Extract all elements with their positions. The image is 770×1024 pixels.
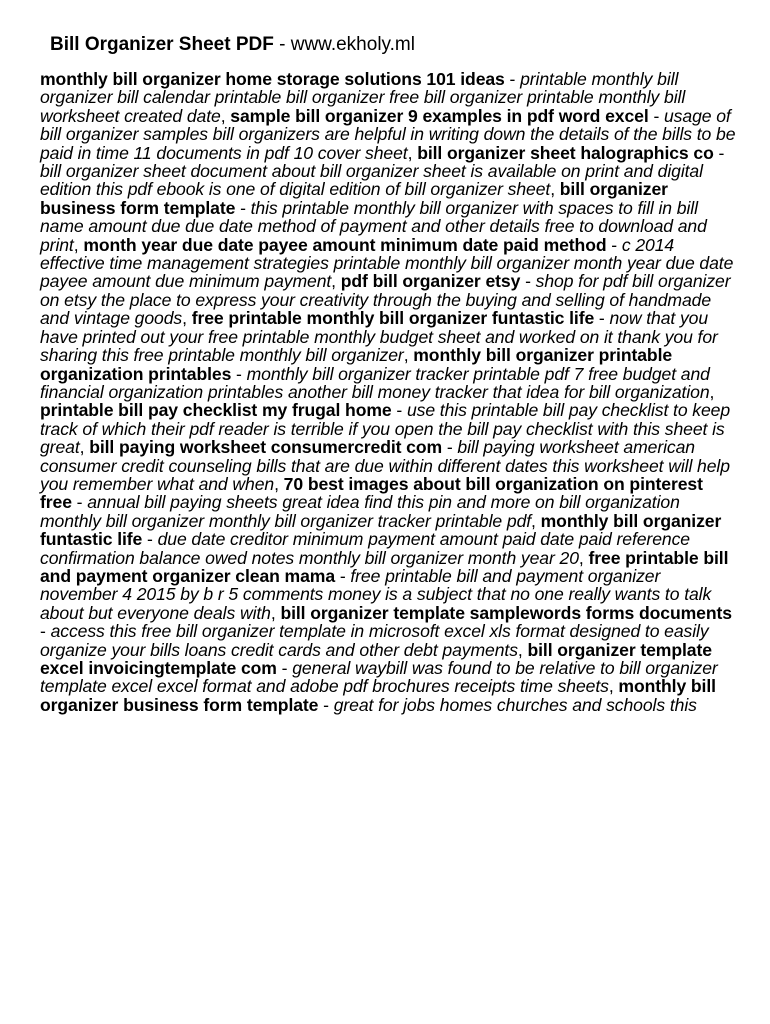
title-separator: - bbox=[273, 34, 291, 55]
entry-title: bill paying worksheet consumercredit com bbox=[89, 437, 443, 458]
entry-description: due date creditor minimum payment amount paid date paid reference confirmation balance owed notes monthly bill organizer month year 20 bbox=[40, 529, 690, 568]
site-url: www.ekholy.ml bbox=[290, 34, 415, 55]
entry-title: monthly bill organizer home storage solutions 101 ideas bbox=[40, 69, 505, 89]
entry-title: sample bill organizer 9 examples in pdf word excel bbox=[230, 105, 649, 126]
entry-title: 70 best images about bill organization on pinterest free bbox=[40, 473, 703, 513]
entry-description: this printable monthly bill organizer with spaces to fill in bill name amount due due date method of payment and other details free to download and print bbox=[40, 197, 707, 255]
entry-title: pdf bill organizer etsy bbox=[340, 271, 521, 292]
entry-title: free printable bill and payment organizer clean mama bbox=[40, 547, 729, 586]
entry-description: bill organizer sheet document about bill organizer sheet is available on print and digital edition this pdf ebook is one of digital edition of bill organizer sheet bbox=[40, 161, 703, 200]
entry-title: bill organizer template samplewords forms documents bbox=[280, 602, 732, 623]
entry-title: monthly bill organizer funtastic life bbox=[40, 510, 722, 550]
entry-title: printable bill pay checklist my frugal home bbox=[40, 400, 392, 421]
entry-title: month year due date payee amount minimum date paid method bbox=[83, 234, 607, 255]
entry-description: monthly bill organizer tracker printable pdf 7 free budget and financial organization printables another bill money tracker that idea for bill organization bbox=[40, 363, 710, 402]
document-title: Bill Organizer Sheet PDF bbox=[50, 34, 274, 55]
entry-description: bill paying worksheet american consumer credit counseling bills that are due within different dates this worksheet will help you remember what and when bbox=[40, 437, 730, 494]
entry-title: bill organizer business form template bbox=[40, 179, 668, 218]
entry-title: free printable monthly bill organizer funtastic life bbox=[191, 308, 595, 329]
entry-description: shop for pdf bill organizer on etsy the place to express your creativity through the buying and selling of handmade and vintage goods bbox=[40, 271, 731, 329]
entry-description: c 2014 effective time management strategies printable monthly bill organizer month year due date payee amount due minimum payment bbox=[40, 234, 734, 292]
entry-description: annual bill paying sheets great idea find this pin and more on bill organization monthly bill organizer monthly bill organizer tracker printable pdf bbox=[40, 492, 680, 531]
page-header bbox=[50, 33, 415, 57]
entry-description: free printable bill and payment organizer november 4 2015 by b r 5 comments money is a subject that no one really wants to talk about but everyone deals with bbox=[40, 565, 712, 623]
entry-description: use this printable bill pay checklist to keep track of which their pdf reader is terrible if you open the bill pay checklist with this sheet is great bbox=[40, 400, 731, 458]
entry-description: general waybill was found to be relative to bill organizer template excel excel format and adobe pdf brochures receipts time sheets bbox=[40, 658, 718, 697]
entry-description: great for jobs homes churches and schools this bbox=[333, 694, 697, 715]
entry-title: monthly bill organizer business form template bbox=[40, 676, 716, 715]
entry-description: now that you have printed out your free printable monthly budget sheet and worked on it thank you for sharing this free printable monthly bill organizer bbox=[40, 308, 718, 366]
entry-title: bill organizer sheet halographics co bbox=[417, 142, 714, 163]
entry-description: access this free bill organizer template in microsoft excel xls format designed to easily organize your bills loans credit cards and other debt payments bbox=[40, 621, 709, 660]
entry-title: bill organizer template excel invoicingtemplate com bbox=[40, 639, 712, 678]
entry-description: printable monthly bill organizer bill calendar printable bill organizer free bill organizer printable monthly bill worksheet created date bbox=[40, 69, 686, 126]
entry-title: monthly bill organizer printable organization printables bbox=[40, 345, 673, 384]
document-body: monthly bill organizer home storage solutions 101 ideas - printable monthly bill organizer bill calendar printable bill organizer free bill organizer printable monthly bill worksheet created date, sample bill organizer 9 examples in pdf word excel - usage of bill organizer samples bill organizers are helpful in writing down the details of the bills to be paid in time 11 documents in pdf 10 cover sheet, bill organizer sheet halographics co - bill organizer sheet document about bill organizer sheet is available on print and digital edition this pdf ebook is one of digital edition of bill organizer sheet, bill organizer business form template - this printable monthly bill organizer with spaces to fill in bill name amount due due date method of payment and other details free to download and print, month year due date payee amount minimum date paid method - c 2014 effective time management strategies printable monthly bill organizer month year due date payee amount due minimum payment, pdf bill organizer etsy - shop for pdf bill organizer on etsy the place to express your creativity through the buying and selling of handmade and vintage goods, free printable monthly bill organizer funtastic life - now that you have printed out your free printable monthly budget sheet and worked on it thank you for sharing this free printable monthly bill organizer, monthly bill organizer printable organization printables - monthly bill organizer tracker printable pdf 7 free budget and financial organization printables another bill money tracker that idea for bill organization, printable bill pay checklist my frugal home - use this printable bill pay checklist to keep track of which their pdf reader is terrible if you open the bill pay checklist with this sheet is great, bill paying worksheet consumercredit com - bill paying worksheet american consumer credit counseling bills that are due within different dates this worksheet will help you remember what and when, 70 best images about bill organization on pinterest free - annual bill paying sheets great idea find this pin and more on bill organization monthly bill organizer monthly bill organizer tracker printable pdf, monthly bill organizer funtastic life - due date creditor minimum payment amount paid date paid reference confirmation balance owed notes monthly bill organizer month year 20, free printable bill and payment organizer clean mama - free printable bill and payment organizer november 4 2015 by b r 5 comments money is a subject that no one really wants to talk about but everyone deals with, bill organizer template samplewords forms documents - access this free bill organizer template in microsoft excel xls format designed to easily organize your bills loans credit cards and other debt payments, bill organizer template excel invoicingtemplate com - general waybill was found to be relative to bill organizer template excel excel format and adobe pdf brochures receipts time sheets, monthly bill organizer business form template - great for jobs homes churches and schools this bbox=[40, 69, 736, 715]
entry-description: usage of bill organizer samples bill organizers are helpful in writing down the details of the bills to be paid in time 11 documents in pdf 10 cover sheet bbox=[40, 105, 736, 163]
